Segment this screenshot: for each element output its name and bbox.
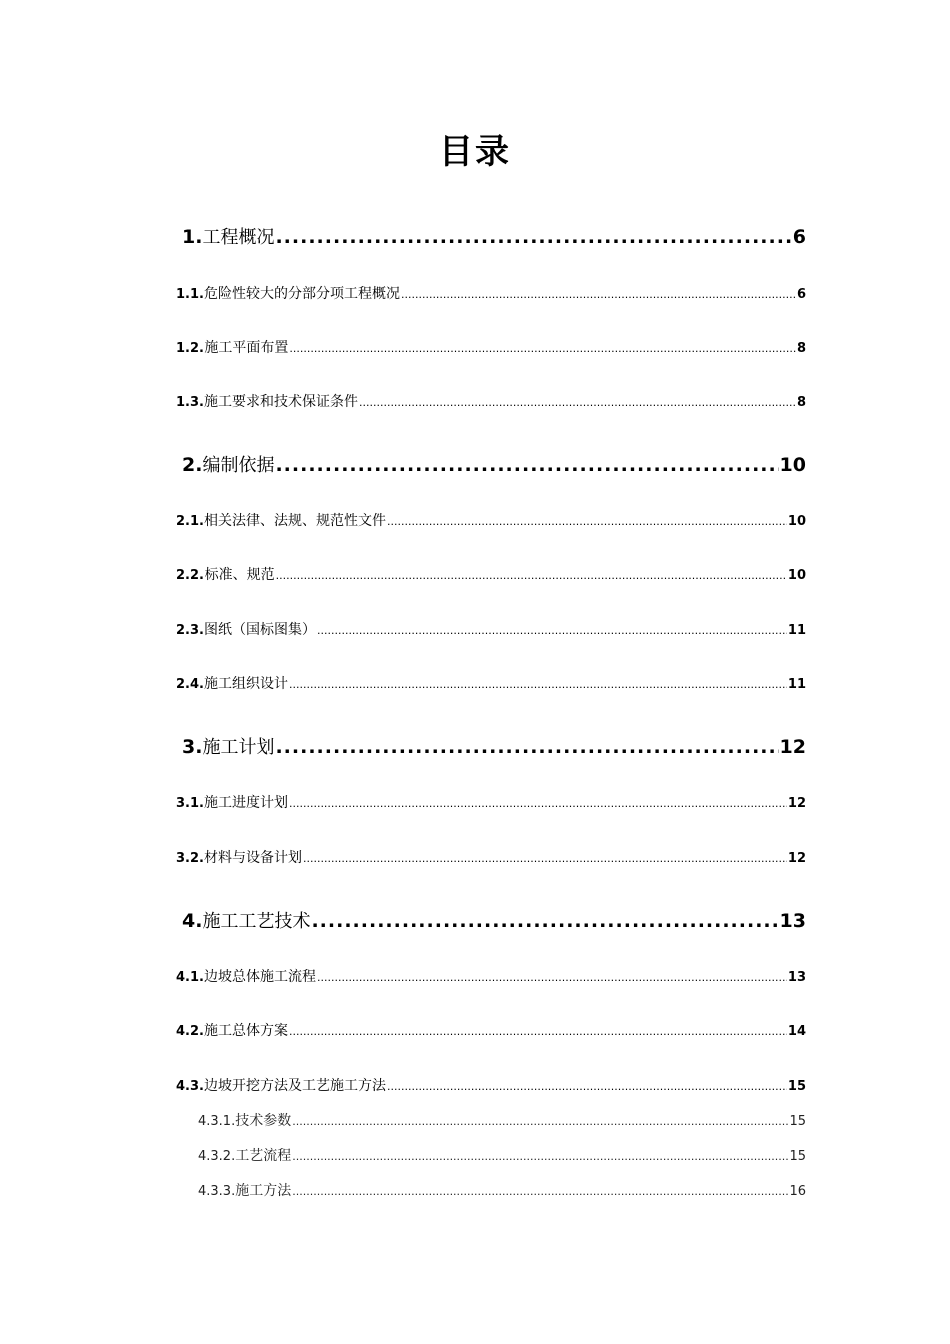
toc-dot-leader (292, 1115, 788, 1128)
toc-entry-number: 1. (182, 226, 203, 248)
toc-entry-number: 4.3.2. (198, 1149, 236, 1164)
toc-entry-number: 4.1. (176, 970, 204, 985)
toc-entry-label: 施工工艺技术 (202, 911, 311, 932)
toc-entry-page: 13 (787, 970, 806, 985)
toc-dot-leader (317, 971, 787, 984)
toc-entry-page: 12 (787, 796, 806, 811)
toc-entry-2-4[interactable] (176, 673, 806, 693)
toc-entry-label: 施工计划 (202, 737, 275, 758)
toc-entry-page: 6 (792, 226, 806, 248)
toc-entry-3-1[interactable] (176, 792, 806, 812)
toc-entry-label: 施工要求和技术保证条件 (203, 394, 358, 410)
toc-entry-number: 4. (182, 910, 203, 932)
toc-entry-page: 8 (796, 341, 806, 356)
toc-entry-2[interactable] (182, 451, 806, 477)
toc-entry-page: 11 (787, 623, 806, 638)
toc-entry-page: 15 (789, 1114, 806, 1129)
toc-entry-4-3-3[interactable] (198, 1180, 806, 1200)
toc-dot-leader (289, 678, 787, 691)
toc-entry-page: 6 (796, 287, 806, 302)
toc-entry-label: 危险性较大的分部分项工程概况 (203, 286, 400, 302)
toc-entry-4-3-1[interactable] (198, 1110, 806, 1130)
toc-entry-2-3[interactable] (176, 619, 806, 639)
toc-dot-leader (289, 797, 787, 810)
toc-entry-3[interactable] (182, 733, 806, 759)
toc-entry-label: 施工平面布置 (204, 340, 289, 356)
toc-dot-leader (311, 910, 778, 932)
toc-entry-page: 12 (787, 851, 806, 866)
toc-entry-4[interactable] (182, 907, 806, 933)
toc-entry-page: 11 (787, 677, 806, 692)
toc-entry-label: 施工方法 (235, 1183, 292, 1199)
toc-dot-leader (289, 1025, 787, 1038)
toc-entry-number: 2.1. (176, 514, 204, 529)
toc-entry-label: 标准、规范 (204, 567, 275, 583)
toc-entry-number: 1.2. (176, 341, 204, 356)
toc-entry-1-2[interactable] (176, 337, 806, 357)
toc-entry-2-2[interactable] (176, 564, 806, 584)
toc-entry-page: 15 (789, 1149, 806, 1164)
toc-dot-leader (387, 515, 787, 528)
page-title: 目录 (439, 132, 511, 172)
toc-dot-leader (359, 396, 796, 409)
toc-dot-leader (275, 454, 778, 476)
toc-entry-label: 工艺流程 (235, 1148, 292, 1164)
toc-entry-page: 10 (787, 514, 806, 529)
toc-entry-number: 4.3. (176, 1079, 204, 1094)
toc-entry-label: 施工组织设计 (203, 676, 288, 692)
toc-dot-leader (292, 1150, 788, 1163)
toc-entry-page: 14 (787, 1024, 806, 1039)
toc-entry-1-1[interactable] (176, 283, 806, 303)
toc-entry-label: 施工总体方案 (203, 1023, 288, 1039)
toc-entry-4-3[interactable] (176, 1075, 806, 1095)
toc-entry-page: 12 (779, 736, 806, 758)
toc-entry-page: 13 (779, 910, 806, 932)
toc-entry-label: 编制依据 (202, 455, 275, 476)
toc-entry-label: 图纸（国标图集） (203, 622, 316, 638)
toc-entry-label: 边坡总体施工流程 (203, 969, 316, 985)
toc-entry-label: 工程概况 (202, 227, 275, 248)
toc-dot-leader (317, 624, 787, 637)
toc-entry-number: 4.3.3. (198, 1184, 236, 1199)
toc-entry-4-2[interactable] (176, 1020, 806, 1040)
toc-entry-number: 3. (182, 736, 203, 758)
toc-entry-number: 3.2. (176, 851, 204, 866)
toc-dot-leader (275, 736, 778, 758)
toc-entry-label: 边坡开挖方法及工艺施工方法 (203, 1078, 386, 1094)
toc-entry-1[interactable] (182, 223, 806, 249)
toc-dot-leader (387, 1080, 787, 1093)
toc-entry-4-3-2[interactable] (198, 1145, 806, 1165)
toc-entry-number: 2. (182, 454, 203, 476)
toc-dot-leader (401, 288, 796, 301)
toc-entry-1-3[interactable] (176, 391, 806, 411)
toc-entry-label: 相关法律、法规、规范性文件 (203, 513, 386, 529)
toc-entry-page: 8 (796, 395, 806, 410)
toc-entry-number: 4.2. (176, 1024, 204, 1039)
toc-dot-leader (275, 226, 791, 248)
toc-dot-leader (276, 569, 787, 582)
toc-entry-3-2[interactable] (176, 847, 806, 867)
toc-entry-page: 15 (787, 1079, 806, 1094)
toc-dot-leader (289, 342, 796, 355)
toc-entry-page: 10 (787, 568, 806, 583)
toc-entry-page: 16 (789, 1184, 806, 1199)
toc-entry-label: 施工进度计划 (203, 795, 288, 811)
toc-entry-2-1[interactable] (176, 510, 806, 530)
toc-entry-number: 1.1. (176, 287, 204, 302)
toc-entry-label: 技术参数 (235, 1113, 292, 1129)
toc-entry-number: 2.3. (176, 623, 204, 638)
toc-entry-4-1[interactable] (176, 966, 806, 986)
toc-entry-number: 2.2. (176, 568, 204, 583)
toc-entry-label: 材料与设备计划 (203, 850, 302, 866)
toc-entry-number: 4.3.1. (198, 1114, 236, 1129)
toc-entry-number: 1.3. (176, 395, 204, 410)
toc-entry-number: 3.1. (176, 796, 204, 811)
toc-entry-page: 10 (779, 454, 806, 476)
toc-dot-leader (303, 852, 787, 865)
toc-entry-number: 2.4. (176, 677, 204, 692)
toc-dot-leader (292, 1185, 788, 1198)
